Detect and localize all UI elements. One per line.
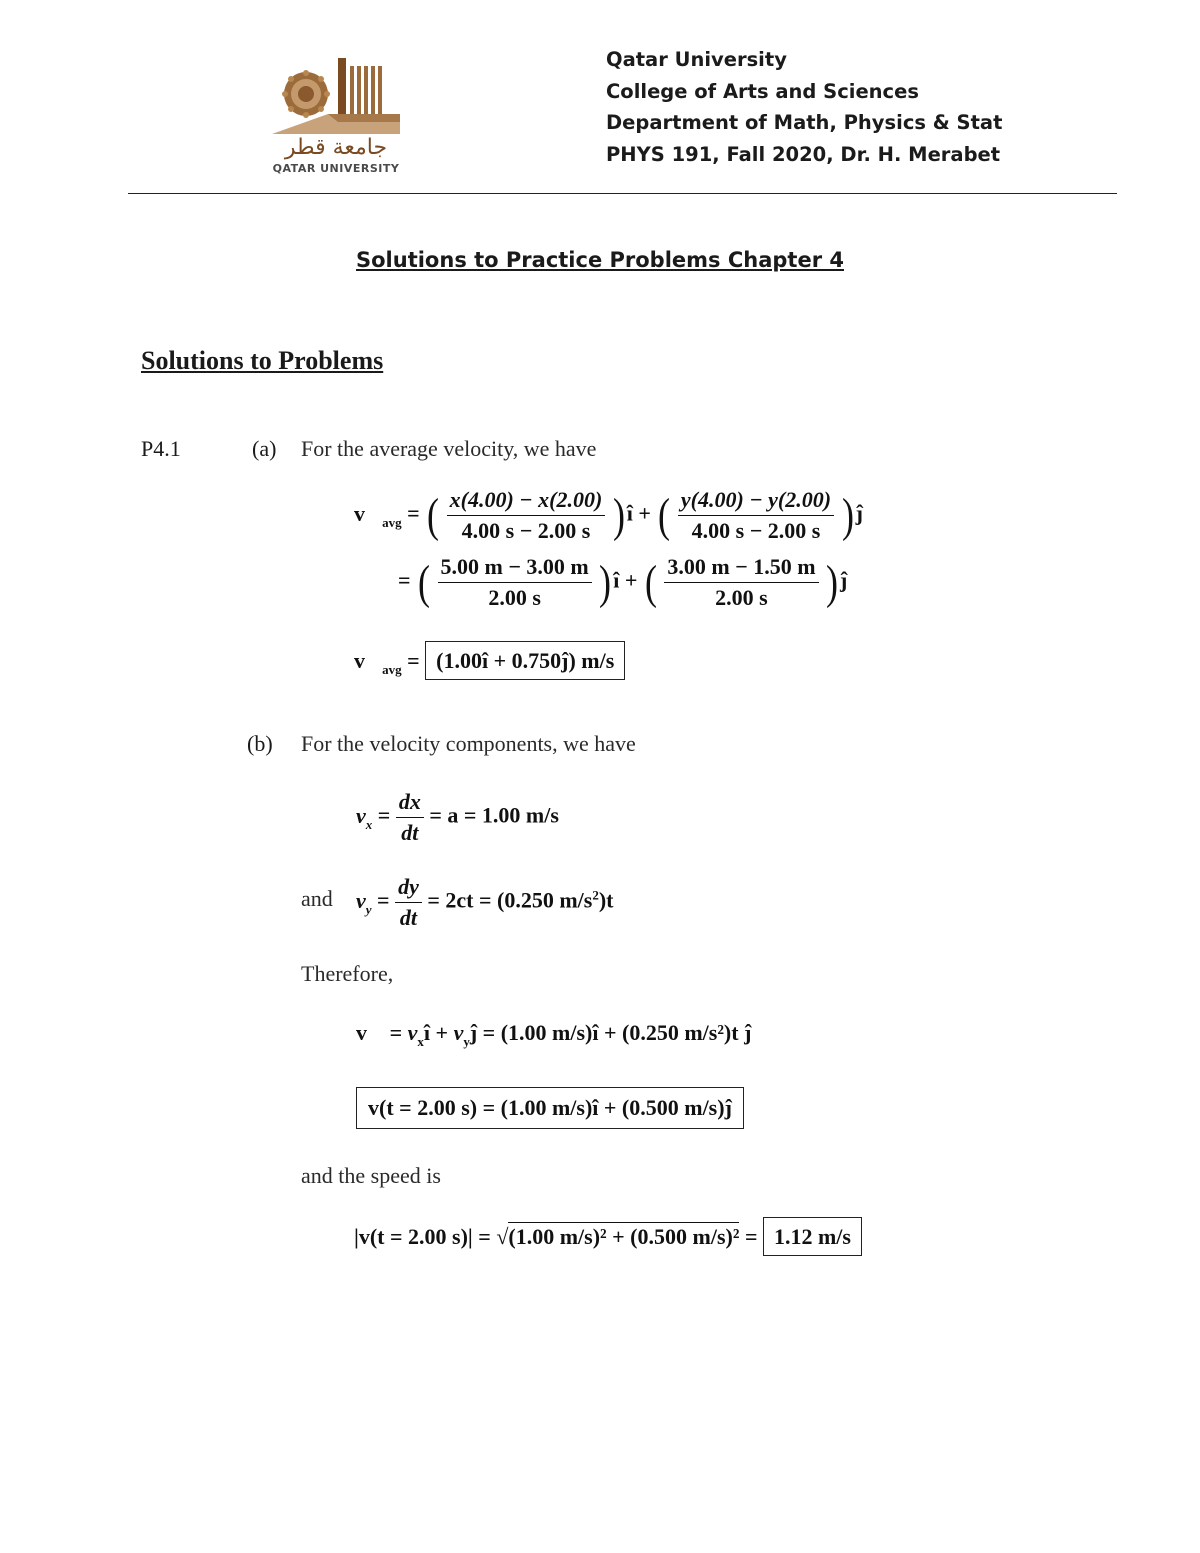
- problem-number: P4.1: [141, 436, 181, 461]
- therefore-text: Therefore,: [301, 961, 394, 986]
- section-title: Solutions to Problems: [141, 346, 384, 375]
- boxed-speed-answer: 1.12 m/s: [763, 1217, 862, 1256]
- part-a-intro: For the average velocity, we have: [301, 436, 597, 461]
- fraction-y: $\frac{y(4.00) - y(2.00)}{4.00 s - 2.00 s}$: [678, 487, 834, 544]
- logo-english-text: QATAR UNIVERSITY: [272, 162, 400, 175]
- qatar-university-logo: [268, 52, 404, 178]
- vx-equation: $v_x$ = $\frac{dx}{dt}$ = a = 1.00 m/s: [356, 789, 559, 845]
- fraction-x-values: $\frac{5.00 m - 3.00 m}{2.00 s}$: [438, 554, 592, 611]
- fraction-x: $\frac{x(4.00) - x(2.00)}{4.00 s - 2.00 s}$: [447, 487, 606, 544]
- fraction-y-values: $\frac{3.00 m - 1.50 m}{2.00 s}$: [664, 554, 818, 611]
- header-course: PHYS 191, Fall 2020, Dr. H. Merabet: [606, 143, 1001, 167]
- avg-velocity-result: $v⃗_{avg}$ = (1.00î + 0.750ĵ) m/s: [354, 648, 625, 678]
- avg-velocity-equation-1: $v⃗_{avg}$ = ( $\frac{x(4.00) - x(2.00)}{4.00 s - 2.00 s}$ )î + ( $\frac{y(4.00) - y(2.00)}{4.00 s - 2.00 s}$ )ĵ: [354, 487, 863, 543]
- speed-equation: |v(t = 2.00 s)| = √(1.00 m/s)² + (0.500 m/s)² = 1.12 m/s: [354, 1224, 862, 1250]
- vavg-symbol: $v⃗_{avg}$: [354, 500, 402, 530]
- avg-velocity-equation-2: = ( $\frac{5.00 m - 3.00 m}{2.00 s}$ )î + ( $\frac{3.00 m - 1.50 m}{2.00 s}$ )ĵ: [398, 554, 848, 610]
- part-a-label: (a): [252, 436, 277, 461]
- header-divider: [128, 193, 1117, 194]
- header-college: College of Arts and Sciences: [606, 79, 919, 103]
- vy-equation: $v_y$ = $\frac{dy}{dt}$ = 2ct = (0.250 $m/s^2)t$: [356, 874, 614, 930]
- header-department: Department of Math, Physics & Stat: [606, 111, 1003, 135]
- speed-intro: and the speed is: [301, 1163, 441, 1188]
- and-word: and: [301, 886, 333, 911]
- part-b-intro: For the velocity components, we have: [301, 731, 636, 756]
- page-title: Solutions to Practice Problems Chapter 4: [356, 248, 844, 272]
- velocity-vector-equation: v⃗ = $v_xî$ + $v_yĵ = (1.00$ m/s)î + (0.250 m/s²)t ĵ: [356, 1020, 752, 1049]
- logo-arabic-text: جامعة قطر: [284, 135, 388, 160]
- header-info: [606, 44, 1002, 171]
- boxed-velocity-at-2s: v(t = 2.00 s) = (1.00 m/s)î + (0.500 m/s)ĵ: [356, 1087, 744, 1129]
- boxed-answer-a: (1.00î + 0.750ĵ) m/s: [425, 641, 625, 680]
- header-university: Qatar University: [606, 48, 787, 71]
- part-b-label: (b): [247, 731, 273, 756]
